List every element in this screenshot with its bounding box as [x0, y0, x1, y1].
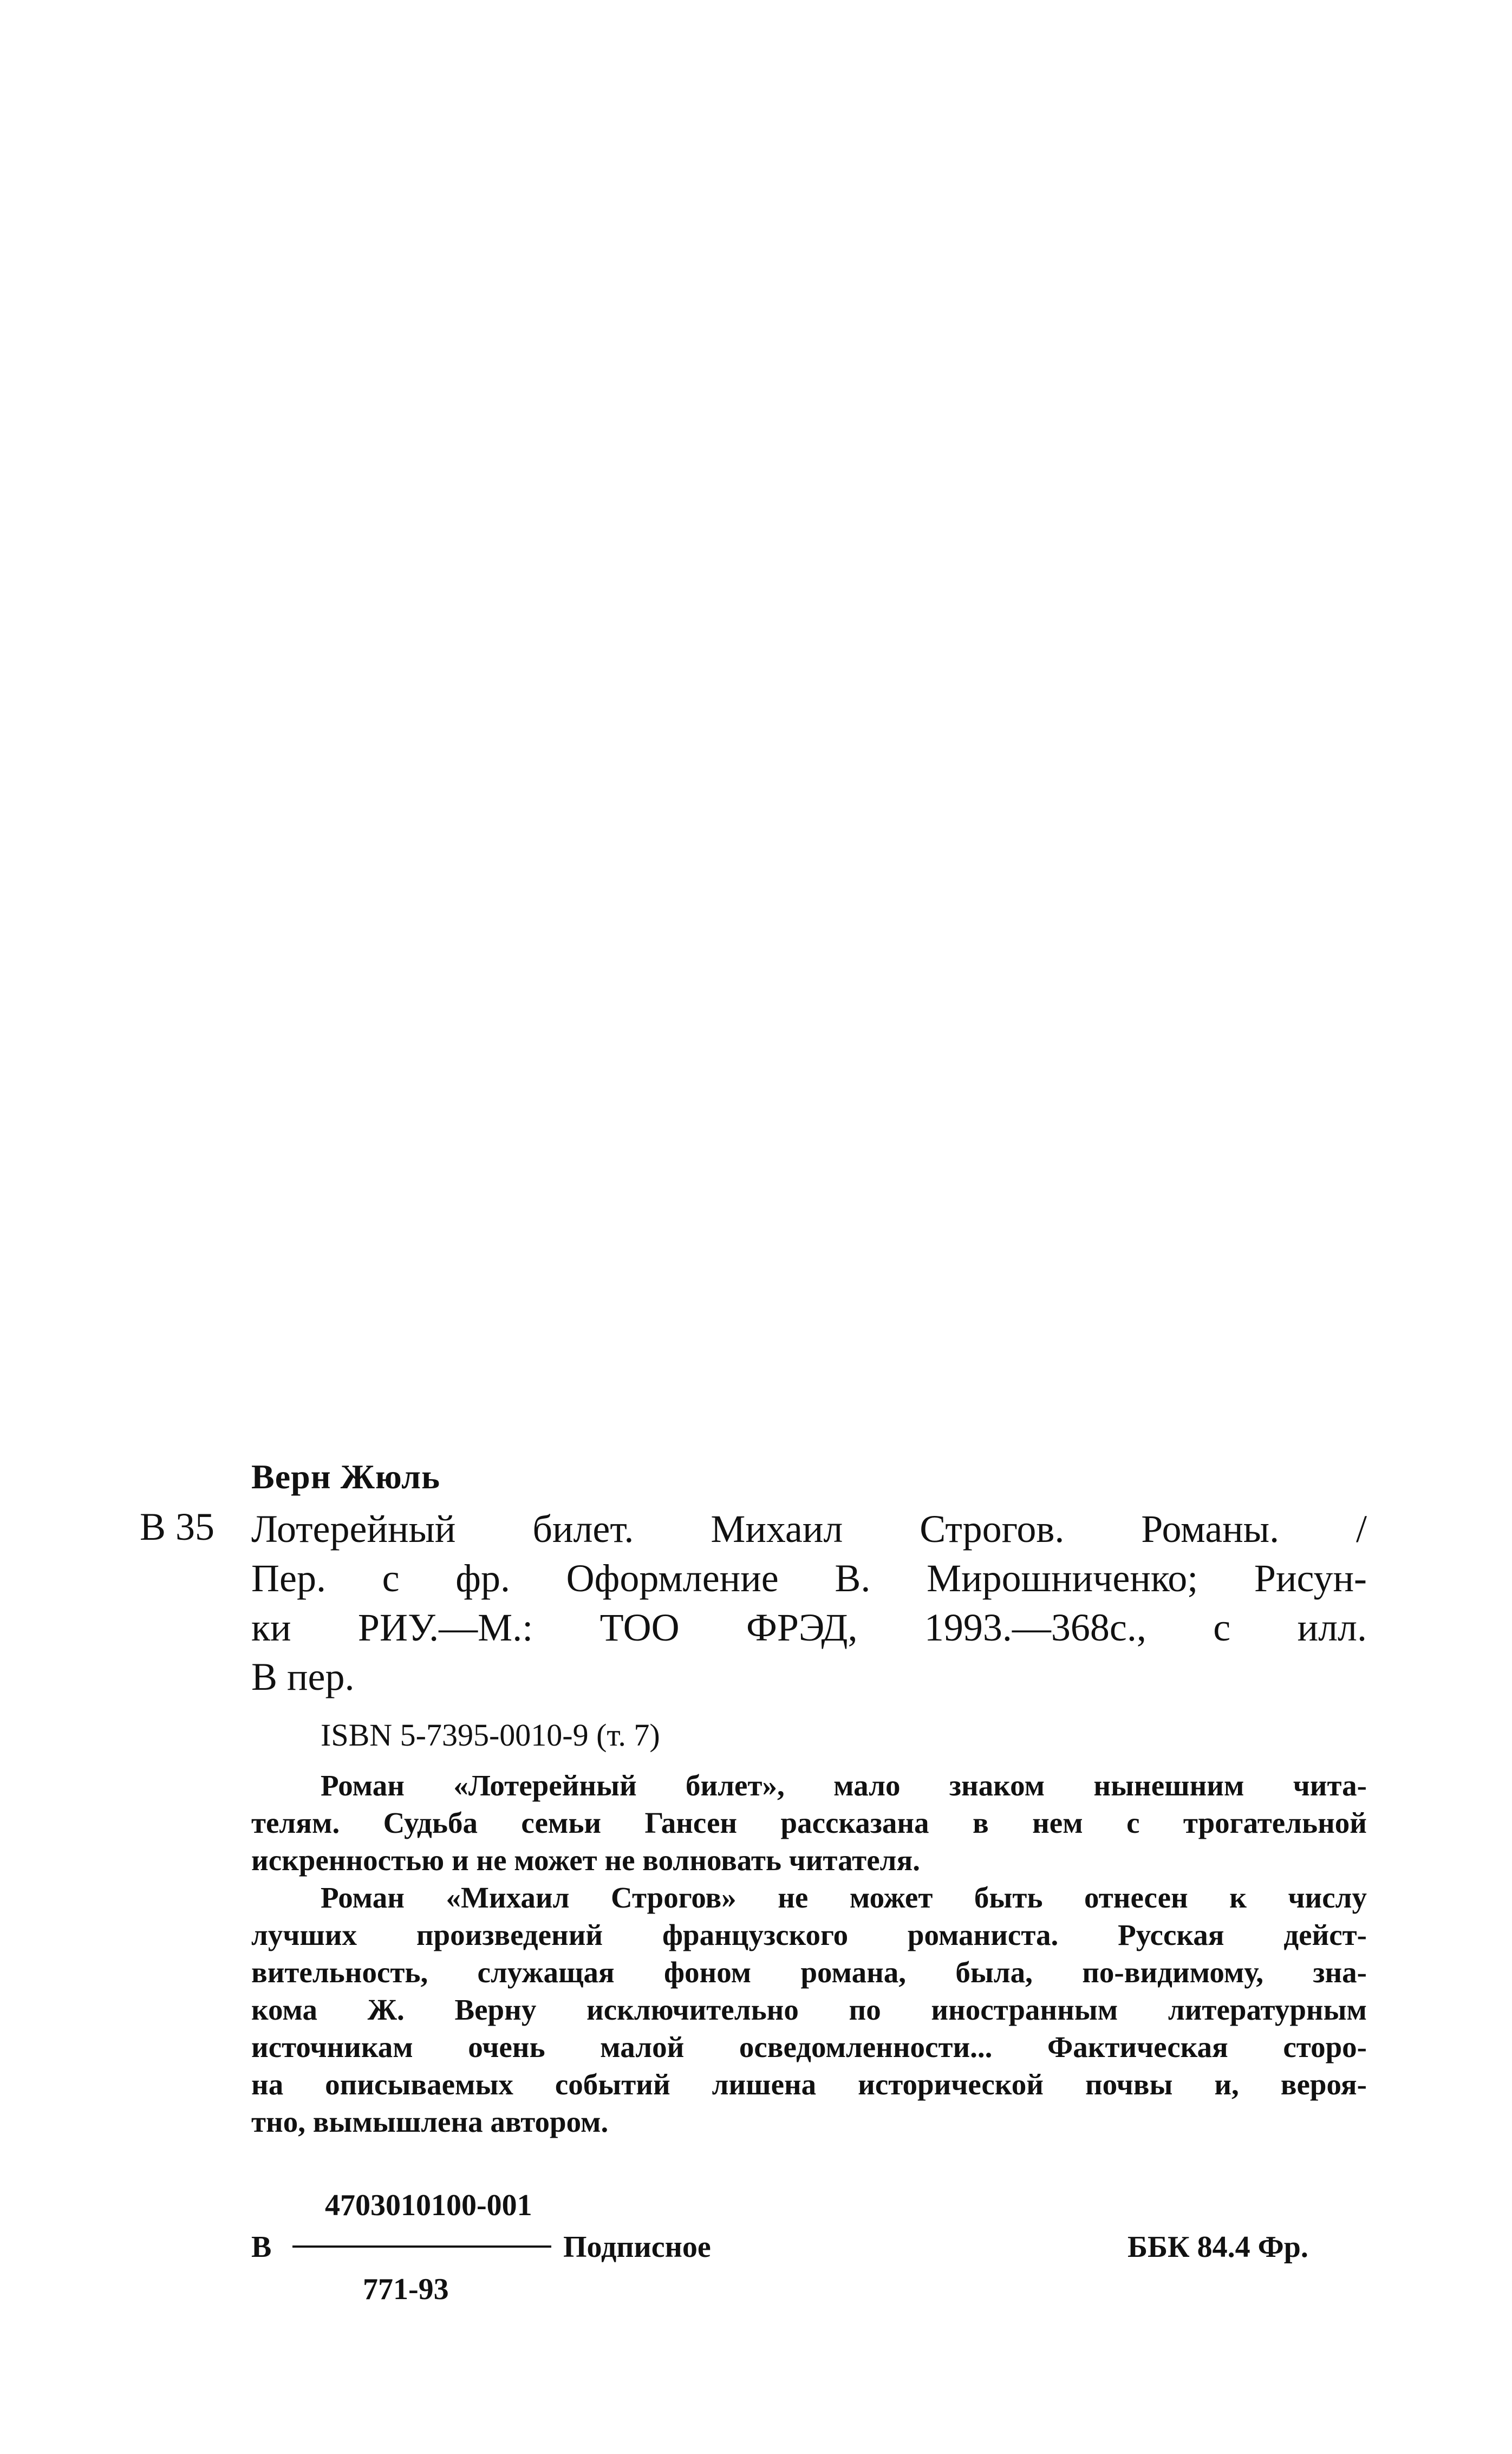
bibliographic-line: ки РИУ.—М.: ТОО ФРЭД, 1993.—368с., с илл. [251, 1606, 1367, 1649]
code-numerator: 4703010100-001 [325, 2189, 532, 2222]
bibliographic-line: Лотерейный билет. Михаил Строгов. Романы. / [251, 1507, 1367, 1551]
code-denominator: 771-93 [363, 2273, 449, 2306]
fraction-rule [292, 2245, 551, 2248]
annotation-line: тно, вымышлена автором. [251, 2105, 609, 2138]
annotation-line: на описываемых событий лишена исторической почвы и, вероя- [251, 2068, 1367, 2101]
footer-letter: В [251, 2230, 272, 2264]
isbn: ISBN 5-7395-0010-9 (т. 7) [321, 1717, 660, 1753]
annotation-line: источникам очень малой осведомленности... Фактическая сторо- [251, 2030, 1367, 2064]
author-heading: Верн Жюль [251, 1457, 440, 1496]
annotation [251, 1767, 1367, 2140]
bbk-code: ББК 84.4 Фр. [1128, 2230, 1308, 2264]
annotation-line: лучших произведений французского романиста. Русская дейст- [251, 1918, 1367, 1951]
annotation-line: Роман «Лотерейный билет», мало знаком нынешним чита- [321, 1769, 1367, 1802]
bibliographic-line: Пер. с фр. Оформление В. Мирошниченко; Рисун- [251, 1557, 1367, 1600]
bibliographic-description [251, 1505, 1367, 1702]
annotation-line: Роман «Михаил Строгов» не может быть отнесен к числу [321, 1881, 1367, 1914]
bibliographic-line: В пер. [251, 1655, 355, 1698]
subscription-label: Подписное [563, 2230, 711, 2264]
catalog-code: В 35 [140, 1505, 215, 1548]
annotation-line: телям. Судьба семьи Гансен рассказана в нем с трогательной [251, 1806, 1367, 1839]
annotation-line: искренностью и не может не волновать читателя. [251, 1844, 920, 1877]
annotation-line: вительность, служащая фоном романа, была, по-видимому, зна- [251, 1956, 1367, 1989]
annotation-line: кома Ж. Верну исключительно по иностранным литературным [251, 1993, 1367, 2026]
